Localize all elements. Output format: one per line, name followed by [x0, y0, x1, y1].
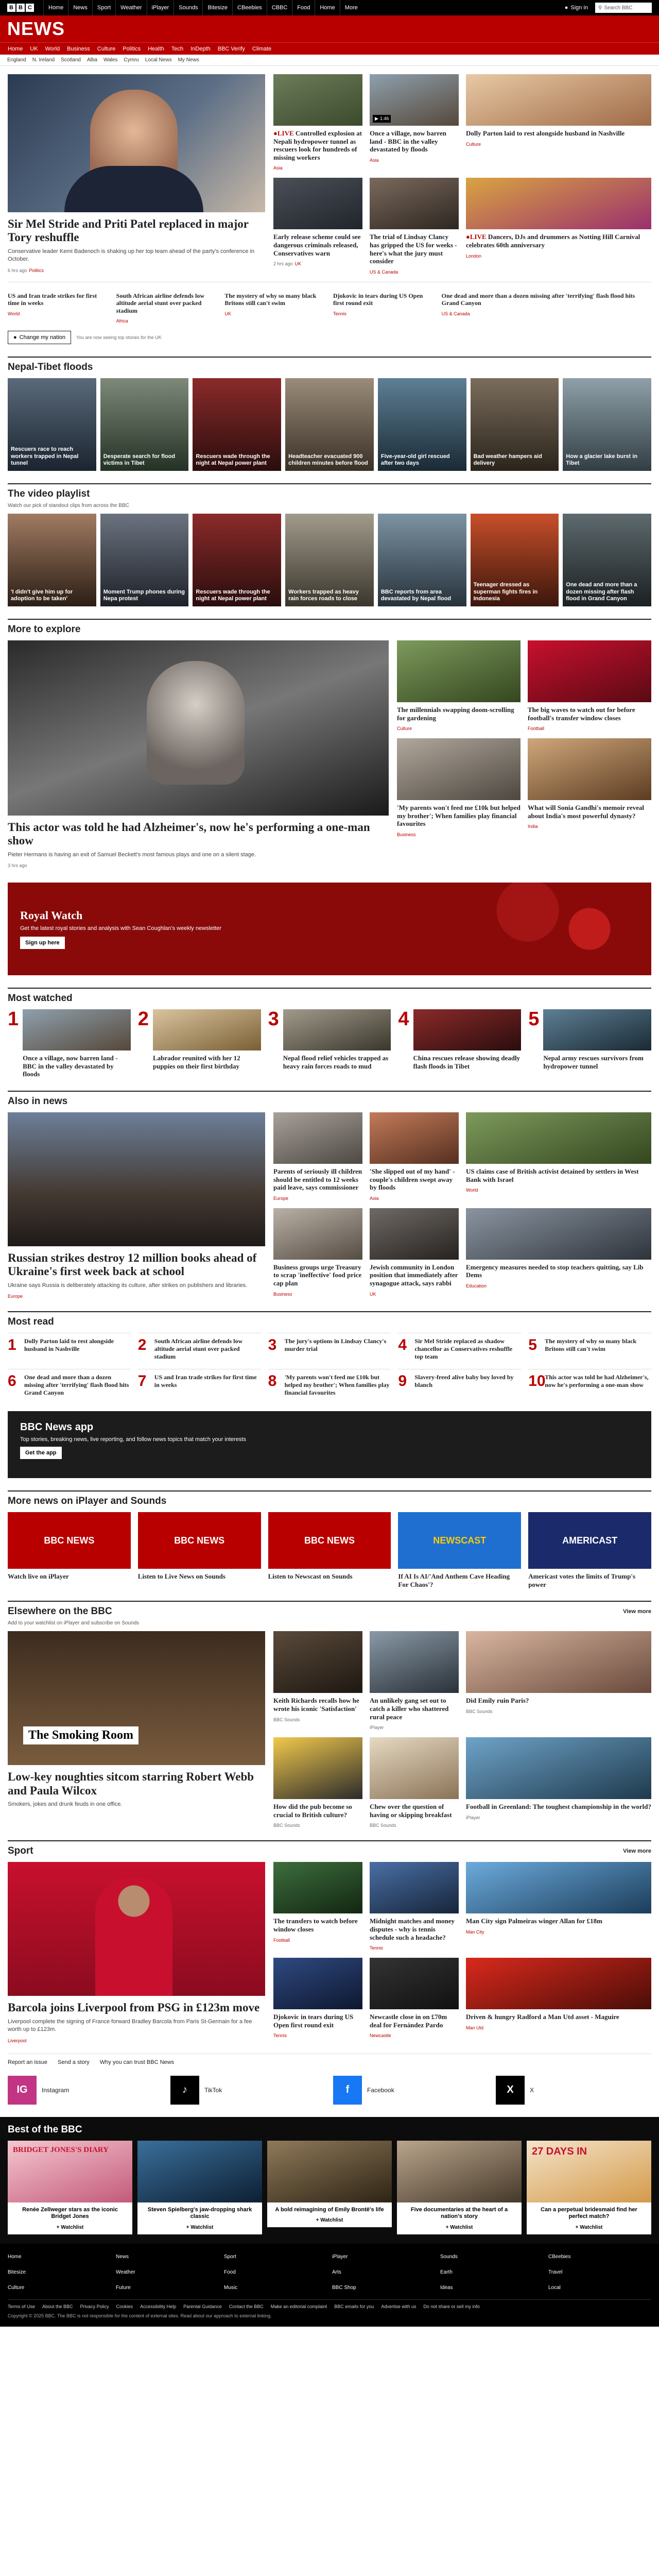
- section-nav-item[interactable]: UK: [30, 45, 38, 52]
- story-card[interactable]: Did Emily ruin Paris? BBC Sounds: [466, 1631, 651, 1730]
- most-read-item[interactable]: 5 The mystery of why so many black Britons still can't swim: [528, 1333, 651, 1361]
- story-card[interactable]: 'She slipped out of my hand' - couple's children swept away by floods Asia: [370, 1112, 459, 1201]
- text-stories: [8, 282, 651, 324]
- view-more-link[interactable]: View more: [623, 1848, 651, 1855]
- section-nav-item[interactable]: Politics: [123, 45, 141, 52]
- section-nav-item[interactable]: Health: [148, 45, 164, 52]
- top-nav-item[interactable]: CBBC: [267, 0, 292, 15]
- top-nav-item[interactable]: iPlayer: [147, 0, 174, 15]
- story-card[interactable]: Driven & hungry Radford a Man Utd asset - Maguire Man Utd: [466, 1958, 651, 2038]
- footer-nav-item[interactable]: Weather: [116, 2269, 135, 2276]
- change-nation-button[interactable]: ● Change my nation: [8, 331, 71, 344]
- most-read-item[interactable]: 7 US and Iran trade strikes for first time in weeks: [138, 1369, 261, 1397]
- video-card[interactable]: How a glacier lake burst in Tibet: [563, 378, 651, 471]
- send-story-link[interactable]: Send a story: [58, 2059, 90, 2065]
- x-icon: X: [496, 2076, 525, 2105]
- top-nav-item[interactable]: CBeebies: [232, 0, 267, 15]
- section-heading: More to explore: [8, 619, 651, 635]
- story-card[interactable]: An unlikely gang set out to catch a killer who shattered rural peace iPlayer: [370, 1631, 459, 1730]
- video-card[interactable]: BBC reports from area devastated by Nepal flood: [378, 514, 466, 606]
- footer-nav-item[interactable]: Home: [8, 2254, 22, 2260]
- search-input[interactable]: ⚲ Search BBC: [595, 3, 652, 13]
- story-card[interactable]: Emergency measures needed to stop teachers quitting, say Lib Dems Education: [466, 1208, 651, 1297]
- sub-nav-item[interactable]: My News: [178, 57, 199, 63]
- iplayer-card[interactable]: BBC NEWS Watch live on iPlayer: [8, 1512, 131, 1588]
- top-nav-item[interactable]: Bitesize: [202, 0, 232, 15]
- location-icon: ●: [13, 334, 17, 341]
- video-card[interactable]: Headteacher evacuated 900 children minutes before flood: [285, 378, 374, 471]
- footer-nav-item[interactable]: Bitesize: [8, 2269, 26, 2276]
- story-card[interactable]: Keith Richards recalls how he wrote his iconic 'Satisfaction' BBC Sounds: [273, 1631, 362, 1730]
- also-in-news: [8, 1112, 651, 1299]
- hero-summary: Conservative leader Kemi Badenoch is shaking up her top team ahead of the party's conference in October.: [8, 248, 255, 263]
- signup-button[interactable]: Sign up here: [20, 937, 65, 949]
- footer-nav-item[interactable]: Future: [116, 2285, 131, 2291]
- page-footer: [0, 2244, 659, 2327]
- section-heading: Most read: [8, 1311, 651, 1328]
- watchlist-card[interactable]: Steven Spielberg's jaw-dropping shark classic + Watchlist: [137, 2141, 262, 2235]
- story-image: [466, 74, 651, 126]
- video-card[interactable]: Five-year-old girl rescued after two days: [378, 378, 466, 471]
- video-card[interactable]: Rescuers wade through the night at Nepal power plant: [193, 378, 281, 471]
- news-brand-bar: [0, 15, 659, 42]
- footer-legal-link[interactable]: Parental Guidance: [183, 2304, 222, 2310]
- story-card[interactable]: Man City sign Palmeiras winger Allan for £18m Man City: [466, 1862, 651, 1951]
- story-image: [370, 178, 459, 229]
- story-card[interactable]: Djokovic in tears during US Open first round exit Tennis: [273, 1958, 362, 2038]
- story-card[interactable]: Football in Greenland: The toughest championship in the world? iPlayer: [466, 1737, 651, 1828]
- best-of-bbc: Best of the BBC BRIDGET JONES'S DIARY Renée Zellweger stars as the iconic Bridget Jones + Watchlist Steven Spielberg's jaw-dropping shark classic + Watchlist A bold reimagining of Emily Brontë's life + Watchlist Five documentaries at the heart of a nation's story + Watchlist 27 DAYS IN Can a perpetual bridesmaid find her perfect match? + Watchlist: [0, 2117, 659, 2244]
- sounds-card[interactable]: BBC NEWS Listen to Newscast on Sounds: [268, 1512, 391, 1588]
- story-card[interactable]: How did the pub become so crucial to British culture? BBC Sounds: [273, 1737, 362, 1828]
- most-read-item[interactable]: 6 One dead and more than a dozen missing after 'terrifying' flash flood hits Grand Canyon: [8, 1369, 131, 1397]
- story-card[interactable]: What will Sonia Gandhi's memoir reveal about India's most powerful dynasty? India: [528, 738, 651, 837]
- footer-nav-item[interactable]: News: [116, 2254, 129, 2260]
- story-card[interactable]: The big waves to watch out for before football's transfer window closes Football: [528, 640, 651, 731]
- watchlist-card[interactable]: Five documentaries at the heart of a nation's story + Watchlist: [397, 2141, 522, 2235]
- elsewhere-hero[interactable]: The Smoking Room Low-key noughties sitcom starring Robert Webb and Paula Wilcox Smokers, jokes and drunk feuds in one office.: [8, 1631, 265, 1828]
- footer-legal-link[interactable]: Advertise with us: [381, 2304, 417, 2310]
- video-card[interactable]: Workers trapped as heavy rain forces roads to close: [285, 514, 374, 606]
- watchlist-card[interactable]: A bold reimagining of Emily Brontë's life + Watchlist: [267, 2141, 392, 2235]
- top-cards: [273, 74, 651, 275]
- most-watched-item[interactable]: 1 Once a village, now barren land - BBC in the valley devastated by floods: [8, 1009, 131, 1078]
- most-read-item[interactable]: 1 Dolly Parton laid to rest alongside husband in Nashville: [8, 1333, 131, 1361]
- video-card[interactable]: 'I didn't give him up for adoption to be taken': [8, 514, 96, 606]
- page: B B C Home News Sport Weather iPlayer Sounds Bitesize CBeebies CBBC Food Home More ● Sign in ⚲ Search BBC NEWS Home UK World Business Culture Politics Health Tech InDepth BBC Verify Climate England N. Ireland Scotland Alba Wales Cymru Local News My News Sir Mel Stride and Priti Patel replaced in major Tory reshuffle Conservative leader Kemi Badenoch is shaking up her top team ahead of the party's conference in October. 6 hrs ago Politics ● LIVE Controlled explosion at Nepali hydropower tunnel as rescuers look for hundreds of missing workers Asia ▶ 1:46 Once a village, now barren land - BBC in the valley devastated by floods Asia Dolly Parton laid to rest alongside husband in Nashville Culture Early release scheme could see dangerous criminals released, Conservatives warn 2 hrs ago UK The trial of Lindsay Clancy has gripped the US for weeks - here's what the jury must consider US & Canada ● LIVE Dancers, DJs and drummers as Notting Hill Carnival celebrates 60th anniversary London US and Iran trade strikes for first time in weeks World South African airline defends low altitude aerial stunt over packed stadium Africa The mystery of why so many black Britons still can't swim UK Djokovic in tears during US Open first round exit Tennis One dead and more than a dozen missing after 'terrifying' flash flood hits Grand Canyon US & Canada ● Change my nation You are now seeing top stories for the UK Nepal-Tibet floods Rescuers race to reach workers trapped in Nepal tunnel Desperate search for flood victims in Tibet Rescuers wade through the night at Nepal power plant Headteacher evacuated 900 children minutes before flood Five-year-old girl rescued after two days Bad weather hampers aid delivery How a glacier lake burst in Tibet The video playlist Watch our pick of standout clips from across the BBC 'I didn't give him up for adoption to be taken' Moment Trump phones during Nepa protest Rescuers wade through the night at Nepal power plant Workers trapped as heavy rain forces roads to close BBC reports from area devastated by Nepal flood Teenager dressed as superman fights fires in Indonesia One dead and more than a dozen missing after flash flood in Grand Canyon More to explore This actor was told he had Alzheimer's, now he's performing a one-man show Pieter Hermans is having an exit of Samuel Beckett's most famous plays and one on a silent stage. 3 hrs ago The millennials swapping doom-scrolling for gardening Culture The big waves to watch out for before football's transfer window closes Football 'My parents won't feed me £10k but helped my brother'; When families play financial favourites Business What will Sonia Gandhi's memoir reveal about India's most powerful dynasty? India Royal Watch Get the latest royal stories and analysis with Sean Coughlan's weekly newsletter Sign up here Most watched 1 Once a village, now barren land - BBC in the valley devastated by floods 2 Labrador reunited with her 12 puppies on their first birthday 3 Nepal flood relief vehicles trapped as heavy rain forces roads to mud 4 China rescues release showing deadly flash floods in Tibet 5 Nepal army rescues survivors from hydropower tunnel Also in news Russian strikes destroy 12 million books ahead of Ukraine's first week back at school Ukraine says Russia is deliberately attacking its culture, after strikes on publishers and libraries. Europe Parents of seriously ill children should be entitled to 12 weeks paid leave, says commissioner Europe 'She slipped out of my hand' - couple's children swept away by floods Asia US claims case of British activist detained by settlers in West Bank with Israel World Business groups urge Treasury to scrap 'ineffective' food price cap plan Business Jewish community in London position that immediately after synagogue attack, says rabbi UK Emergency measures needed to stop teachers quitting, say Lib Dems Education Most read 1 Dolly Parton laid to rest alongside husband in Nashville 2 South African airline defends low altitude aerial stunt over packed stadium 3 The jury's options in Lindsay Clancy's murder trial 4 Sir Mel Stride replaced as shadow chancellor as Conservatives reshuffle top team 5 The mystery of why so many black Britons still can't swim 6 One dead and more than a dozen missing after 'terrifying' flash flood hits Grand Canyon 7 US and Iran trade strikes for first time in weeks 8 'My parents won't feed me £10k but helped my brother'; When families play financial favourites 9 Slavery-freed alive baby boy loved by blanch 10 This actor was told he had Alzheimer's, now he's performing a one-man show BBC News app Top stories, breaking news, live reporting, and follow news topics that match your interests Get the app More news on iPlayer and Sounds BBC NEWS Watch live on iPlayer BBC NEWS Listen to Live News on Sounds BBC NEWS Listen to Newscast on Sounds NEWSCAST If AI Is AI/'And Anthem Cave Heading For Chaos'? AMERICAST Americast votes the limits of Trump's power Elsewhere on the BBC View more Add to your watchlist on iPlayer and subscribe on Sounds The Smoking Room Low-key noughties sitcom starring Robert Webb and Paula Wilcox Smokers, jokes and drunk feuds in one office. Keith Richards recalls how he wrote his iconic 'Satisfaction' BBC Sounds An unlikely gang set out to catch a killer who shattered rural peace iPlayer Did Emily ruin Paris? BBC Sounds How did the pub become so crucial to British culture? BBC Sounds Chew over the question of having or skipping breakfast BBC Sounds Football in Greenland: The toughest championship in the world? iPlayer Sport View more Barcola joins Liverpool from PSG in £123m move Liverpool complete the signing of France forward Bradley Barcola from Paris St-Germain for a fee worth up to £123m. Liverpool The transfers to watch before window closes Football Midnight matches and money disputes - why is tennis schedule such a headache? Tennis Man City sign Palmeiras winger Allan for £18m Man City Djokovic in tears during US Open first round exit Tennis Newcastle close in on £70m deal for Fernández Pardo Newcastle Driven & hungry Radford a Man Utd asset - Maguire Man Utd Report an issue Send a story Why you can trust BBC News IG Instagram ♪ TikTok f Facebook X X Best of the BBC BRIDGET JONES'S DIARY Renée Zellweger stars as the iconic Bridget Jones + Watchlist Steven Spielberg's jaw-dropping shark classic + Watchlist A bold reimagining of Emily Brontë's life + Watchlist Five documentaries at the heart of a nation's story + Watchlist 27 DAYS IN Can a perpetual bridesmaid find her perfect match? + Watchlist Home News Sport iPlayer Sounds CBeebies Bitesize Weather Food Arts Earth Travel Culture Future Music BBC Shop Ideas Local Terms of Use About the BBC Privacy Policy Cookies Accessibility Help Parental Guidance Contact the BBC Make an editorial complaint BBC emails for you Advertise with us Do not share or sell my info Copyright © 2025 BBC. The BBC is not responsible for the content of external sites. Read about our approach to external linking.: [0, 0, 659, 2576]
- watchlist-button[interactable]: + Watchlist: [527, 2223, 651, 2234]
- section-heading: The video playlist: [8, 483, 651, 500]
- most-read-item[interactable]: 8 'My parents won't feed me £10k but helped my brother'; When families play financial favourites: [268, 1369, 391, 1397]
- story-card[interactable]: The transfers to watch before window closes Football: [273, 1862, 362, 1951]
- top-nav: [43, 0, 565, 15]
- section-nav-item[interactable]: Business: [67, 45, 90, 52]
- news-logo[interactable]: NEWS: [7, 18, 65, 39]
- footer-nav-item[interactable]: Ideas: [440, 2285, 453, 2291]
- story-card[interactable]: ▶ 1:46 Once a village, now barren land - BBC in the valley devastated by floods Asia: [370, 74, 459, 171]
- facebook-icon: f: [333, 2076, 362, 2105]
- sounds-card[interactable]: BBC NEWS Listen to Live News on Sounds: [138, 1512, 261, 1588]
- watchlist-card[interactable]: BRIDGET JONES'S DIARY Renée Zellweger stars as the iconic Bridget Jones + Watchlist: [8, 2141, 132, 2235]
- sport-section: [8, 1862, 651, 2043]
- get-app-button[interactable]: Get the app: [20, 1447, 62, 1459]
- watchlist-card[interactable]: 27 DAYS IN Can a perpetual bridesmaid find her perfect match? + Watchlist: [527, 2141, 651, 2235]
- sub-nav: [0, 55, 659, 66]
- most-watched-item[interactable]: 5 Nepal army rescues survivors from hydropower tunnel: [528, 1009, 651, 1078]
- text-story[interactable]: US and Iran trade strikes for first time in weeks World: [8, 292, 97, 316]
- watchlist-button[interactable]: + Watchlist: [8, 2223, 132, 2234]
- footer-nav-item[interactable]: Sport: [224, 2254, 236, 2260]
- footer-nav-item[interactable]: BBC Shop: [332, 2285, 356, 2291]
- footer-nav-item[interactable]: CBeebies: [548, 2254, 571, 2260]
- sub-nav-item[interactable]: Cymru: [124, 57, 139, 63]
- text-story[interactable]: South African airline defends low altitude aerial stunt over packed stadium Africa: [116, 292, 205, 324]
- watchlist-button[interactable]: + Watchlist: [137, 2223, 262, 2234]
- section-nav-item[interactable]: World: [45, 45, 60, 52]
- sign-in-button[interactable]: ● Sign in: [564, 5, 588, 11]
- story-card[interactable]: Parents of seriously ill children should be entitled to 12 weeks paid leave, says commissioner Europe: [273, 1112, 362, 1201]
- story-card[interactable]: US claims case of British activist detained by settlers in West Bank with Israel World: [466, 1112, 651, 1201]
- section-heading: Elsewhere on the BBC View more: [8, 1601, 651, 1617]
- top-nav-item[interactable]: More: [340, 0, 362, 15]
- footer-nav-item[interactable]: Earth: [440, 2269, 453, 2276]
- trust-link[interactable]: Why you can trust BBC News: [99, 2059, 175, 2065]
- elsewhere-section: [8, 1631, 651, 1828]
- bbc-masthead: [0, 0, 659, 15]
- story-card[interactable]: Dolly Parton laid to rest alongside husband in Nashville Culture: [466, 74, 651, 171]
- footer-nav-item[interactable]: Music: [224, 2285, 238, 2291]
- instagram-link[interactable]: IG Instagram: [8, 2076, 163, 2105]
- story-card[interactable]: The millennials swapping doom-scrolling for gardening Culture: [397, 640, 521, 731]
- sub-nav-item[interactable]: Alba: [86, 57, 97, 63]
- video-card[interactable]: One dead and more than a dozen missing after flash flood in Grand Canyon: [563, 514, 651, 606]
- explore-hero-story[interactable]: This actor was told he had Alzheimer's, now he's performing a one-man show Pieter Hermans is having an exit of Samuel Beckett's most famous plays and one on a silent stage. 3 hrs ago: [8, 640, 389, 868]
- sport-hero[interactable]: Barcola joins Liverpool from PSG in £123m move Liverpool complete the signing of France forward Bradley Barcola from Paris St-Germain for a fee worth up to £123m. Liverpool: [8, 1862, 265, 2043]
- footer-legal-link[interactable]: BBC emails for you: [334, 2304, 374, 2310]
- section-heading: Also in news: [8, 1091, 651, 1107]
- footer-legal-link[interactable]: Contact the BBC: [229, 2304, 264, 2310]
- footer-legal-link[interactable]: Accessibility Help: [140, 2304, 177, 2310]
- watchlist-button[interactable]: + Watchlist: [267, 2215, 392, 2227]
- story-meta: 6 hrs ago Politics: [8, 267, 44, 273]
- video-card[interactable]: Rescuers wade through the night at Nepal power plant: [193, 514, 281, 606]
- bbc-logo[interactable]: B B C: [7, 4, 34, 12]
- video-card[interactable]: Rescuers race to reach workers trapped in Nepal tunnel: [8, 378, 96, 471]
- video-card[interactable]: Moment Trump phones during Nepa protest: [100, 514, 189, 606]
- top-nav-item[interactable]: Food: [292, 0, 315, 15]
- video-strip: [8, 514, 651, 606]
- story-image: [466, 178, 651, 229]
- story-card[interactable]: Business groups urge Treasury to scrap 'ineffective' food price cap plan Business: [273, 1208, 362, 1297]
- newsletter-promo: Royal Watch Get the latest royal stories and analysis with Sean Coughlan's weekly newsletter Sign up here: [8, 883, 651, 975]
- section-nav-item[interactable]: Tech: [171, 45, 184, 52]
- section-nav-item[interactable]: Home: [8, 45, 23, 52]
- top-stories: [8, 74, 651, 275]
- copyright: Copyright © 2025 BBC. The BBC is not responsible for the content of external sites. Read about our approach to external linking.: [8, 2313, 272, 2319]
- footer-legal-link[interactable]: Make an editorial complaint: [270, 2304, 327, 2310]
- story-image: [273, 178, 362, 229]
- view-more-link[interactable]: View more: [623, 1608, 651, 1615]
- story-image: [370, 74, 459, 126]
- section-nav-item[interactable]: Culture: [97, 45, 116, 52]
- story-card[interactable]: Jewish community in London position that immediately after synagogue attack, says rabbi UK: [370, 1208, 459, 1297]
- tiktok-link[interactable]: ♪ TikTok: [170, 2076, 326, 2105]
- sub-nav-item[interactable]: Local News: [145, 57, 172, 63]
- story-card[interactable]: ● LIVE Controlled explosion at Nepali hydropower tunnel as rescuers look for hundreds of missing workers Asia: [273, 74, 362, 171]
- video-card[interactable]: Bad weather hampers aid delivery: [471, 378, 559, 471]
- most-watched-item[interactable]: 4 China rescues release showing deadly flash floods in Tibet: [398, 1009, 521, 1078]
- section-heading: Most watched: [8, 988, 651, 1004]
- story-card[interactable]: Early release scheme could see dangerous criminals released, Conservatives warn 2 hrs ago UK: [273, 178, 362, 274]
- most-read-item[interactable]: 2 South African airline defends low altitude aerial stunt over packed stadium: [138, 1333, 261, 1361]
- story-card[interactable]: The trial of Lindsay Clancy has gripped the US for weeks - here's what the jury must consider US & Canada: [370, 178, 459, 274]
- explore-section: [8, 640, 651, 868]
- footer-nav-item[interactable]: iPlayer: [332, 2254, 348, 2260]
- most-read-list: [8, 1333, 651, 1397]
- story-card[interactable]: 'My parents won't feed me £10k but helped my brother'; When families play financial favourites Business: [397, 738, 521, 837]
- text-story[interactable]: Djokovic in tears during US Open first round exit Tennis: [333, 292, 423, 316]
- story-card[interactable]: Midnight matches and money disputes - why is tennis schedule such a headache? Tennis: [370, 1862, 459, 1951]
- top-nav-item[interactable]: Sounds: [174, 0, 202, 15]
- most-read-item[interactable]: 9 Slavery-freed alive baby boy loved by blanch: [398, 1369, 521, 1397]
- footer-nav-item[interactable]: Food: [224, 2269, 236, 2276]
- social-links: [8, 2076, 651, 2105]
- most-watched-item[interactable]: 2 Labrador reunited with her 12 puppies on their first birthday: [138, 1009, 261, 1078]
- change-nation-row: [8, 331, 651, 344]
- hero-headline[interactable]: Sir Mel Stride and Priti Patel replaced in major Tory reshuffle: [8, 217, 249, 244]
- sounds-card[interactable]: AMERICAST Americast votes the limits of Trump's power: [528, 1512, 651, 1588]
- user-icon: ●: [564, 5, 568, 11]
- footer-nav-item[interactable]: Arts: [332, 2269, 341, 2276]
- section-heading: Nepal-Tibet floods: [8, 357, 651, 373]
- search-icon: ⚲: [598, 5, 602, 11]
- video-duration: ▶ 1:46: [373, 115, 391, 123]
- section-heading: More news on iPlayer and Sounds: [8, 1490, 651, 1507]
- sounds-card[interactable]: NEWSCAST If AI Is AI/'And Anthem Cave Heading For Chaos'?: [398, 1512, 521, 1588]
- video-card[interactable]: Teenager dressed as superman fights fires in Indonesia: [471, 514, 559, 606]
- report-issue-link[interactable]: Report an issue: [8, 2059, 48, 2065]
- sub-nav-item[interactable]: England: [7, 57, 26, 63]
- footer-legal-link[interactable]: Privacy Policy: [80, 2304, 109, 2310]
- app-promo: BBC News app Top stories, breaking news, live reporting, and follow news topics that match your interests Get the app: [8, 1411, 651, 1478]
- sub-nav-item[interactable]: Wales: [103, 57, 118, 63]
- hero-image: [8, 74, 265, 212]
- footer-nav-item[interactable]: Travel: [548, 2269, 563, 2276]
- footer-legal-link[interactable]: Cookies: [116, 2304, 133, 2310]
- most-read-item[interactable]: 4 Sir Mel Stride replaced as shadow chancellor as Conservatives reshuffle top team: [398, 1333, 521, 1361]
- top-nav-item[interactable]: Sport: [92, 0, 115, 15]
- most-read-item[interactable]: 10 This actor was told he had Alzheimer's, now he's performing a one-man show: [528, 1369, 651, 1397]
- nation-note: You are now seeing top stories for the UK: [76, 334, 162, 340]
- story-image: [273, 74, 362, 126]
- footer-nav-item[interactable]: Sounds: [440, 2254, 458, 2260]
- footer-nav-item[interactable]: Local: [548, 2285, 561, 2291]
- sub-nav-item[interactable]: N. Ireland: [32, 57, 55, 63]
- most-watched-item[interactable]: 3 Nepal flood relief vehicles trapped as heavy rain forces roads to mud: [268, 1009, 391, 1078]
- iplayer-sounds-list: [8, 1512, 651, 1588]
- hero-story[interactable]: [8, 74, 265, 275]
- footer-nav-item[interactable]: Culture: [8, 2285, 25, 2291]
- footer-legal-link[interactable]: Terms of Use: [8, 2304, 36, 2310]
- story-card[interactable]: ● LIVE Dancers, DJs and drummers as Notting Hill Carnival celebrates 60th anniversary London: [466, 178, 651, 274]
- top-nav-item[interactable]: Weather: [115, 0, 146, 15]
- top-nav-item[interactable]: News: [68, 0, 92, 15]
- text-story[interactable]: The mystery of why so many black Britons still can't swim UK: [224, 292, 317, 316]
- section-nav-item[interactable]: InDepth: [190, 45, 211, 52]
- video-card[interactable]: Desperate search for flood victims in Tibet: [100, 378, 189, 471]
- footer-legal-link[interactable]: About the BBC: [42, 2304, 73, 2310]
- story-card[interactable]: Chew over the question of having or skipping breakfast BBC Sounds: [370, 1737, 459, 1828]
- story-card[interactable]: Newcastle close in on £70m deal for Fernández Pardo Newcastle: [370, 1958, 459, 2038]
- section-heading: Sport View more: [8, 1840, 651, 1857]
- section-nav-item[interactable]: BBC Verify: [217, 45, 245, 52]
- also-hero-story[interactable]: Russian strikes destroy 12 million books ahead of Ukraine's first week back at school Ukraine says Russia is deliberately attacking its culture, after strikes on publishers and libraries. Europe: [8, 1112, 265, 1299]
- x-link[interactable]: X X: [496, 2076, 651, 2105]
- top-nav-item[interactable]: Home: [315, 0, 339, 15]
- instagram-icon: IG: [8, 2076, 37, 2105]
- news-footer-links: [8, 2054, 651, 2065]
- nepal-strip: [8, 378, 651, 471]
- text-story[interactable]: One dead and more than a dozen missing after 'terrifying' flash flood hits Grand Canyon US & Canada: [441, 292, 635, 316]
- most-read-item[interactable]: 3 The jury's options in Lindsay Clancy's murder trial: [268, 1333, 391, 1361]
- watchlist-button[interactable]: + Watchlist: [397, 2223, 522, 2234]
- sub-nav-item[interactable]: Scotland: [61, 57, 81, 63]
- facebook-link[interactable]: f Facebook: [333, 2076, 489, 2105]
- top-nav-item[interactable]: Home: [43, 0, 68, 15]
- most-watched-list: [8, 1009, 651, 1078]
- section-nav-item[interactable]: Climate: [252, 45, 272, 52]
- tiktok-icon: ♪: [170, 2076, 199, 2105]
- footer-legal-link[interactable]: Do not share or sell my info: [423, 2304, 480, 2310]
- section-nav: [0, 42, 659, 55]
- explore-hero-image: [8, 640, 389, 816]
- play-icon: ▶: [375, 116, 378, 121]
